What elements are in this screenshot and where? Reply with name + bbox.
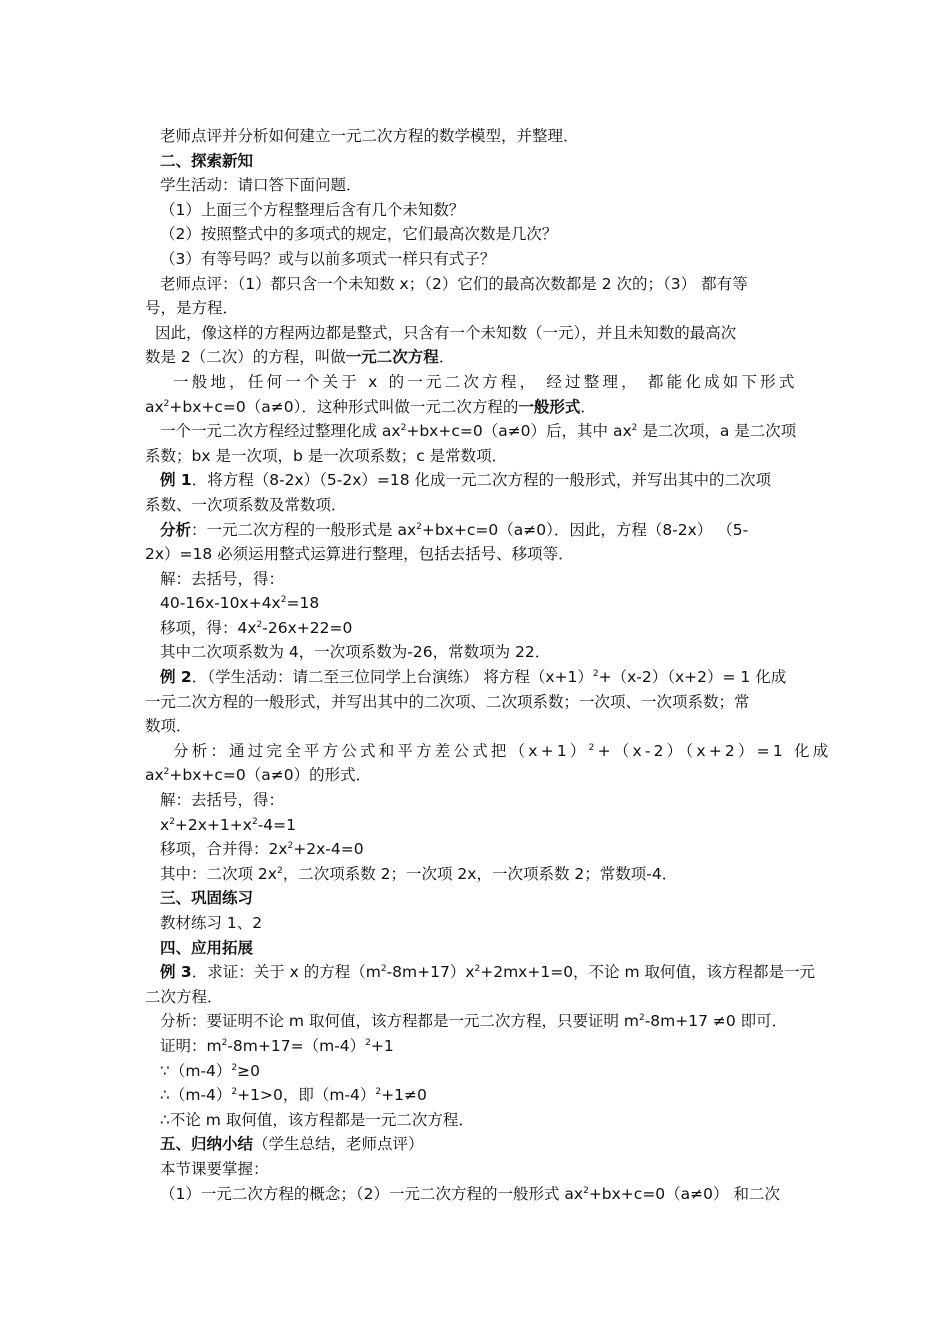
analysis-1-cont: 2x）=18 必须运用整式运算进行整理，包括去括号、移项等． bbox=[145, 545, 574, 564]
text: 证明：m bbox=[160, 1036, 222, 1055]
question-2: （2）按照整式中的多项式的规定，它们最高次数是几次？ bbox=[160, 225, 558, 244]
general-form-text-cont bbox=[145, 395, 809, 420]
text: -8m+17 ≠0 即可． bbox=[644, 1012, 788, 1031]
term-quadratic-equation: 一元二次方程 bbox=[345, 348, 439, 367]
example-3 bbox=[145, 960, 816, 985]
analysis-3 bbox=[145, 1009, 809, 1034]
text: 分析：要证明不论 m 取何值，该方程都是一元二次方程，只要证明 m bbox=[160, 1012, 639, 1031]
example-3-cont: 二次方程． bbox=[145, 987, 223, 1006]
text: 是二次项，a 是二次项 bbox=[637, 422, 797, 441]
question-3: （3）有等号吗？或与以前多项式一样只有式子？ bbox=[160, 249, 496, 268]
text: ：一元二次方程的一般形式是 ax bbox=[191, 520, 417, 539]
text: =18 bbox=[286, 594, 320, 613]
superscript: 2 bbox=[169, 816, 175, 827]
text: +2x+1+x bbox=[174, 815, 252, 834]
superscript: 2 bbox=[231, 1062, 238, 1073]
analysis-label: 分析 bbox=[160, 520, 192, 539]
example-1 bbox=[145, 468, 809, 493]
proof-step bbox=[145, 1083, 809, 1108]
proof-step bbox=[145, 1034, 809, 1059]
text: 分析：通过完全平方公式和平方差公式把（x+1） bbox=[173, 741, 589, 760]
text: （1）一元二次方程的概念；（2）一元二次方程的一般形式 ax bbox=[160, 1184, 584, 1203]
superscript: 2 bbox=[256, 619, 263, 630]
solution-result: 其中二次项系数为 4，一次项系数为-26，常数项为 22． bbox=[160, 643, 551, 662]
superscript: 2 bbox=[380, 964, 387, 975]
text: +bx+c=0（a≠0）的形式． bbox=[169, 766, 372, 785]
lesson-content bbox=[145, 124, 832, 1206]
question-1: （1）上面三个方程整理后含有几个未知数？ bbox=[160, 200, 465, 219]
text: 一个一元二次方程经过整理化成 ax bbox=[160, 422, 401, 441]
example-label: 例 3 bbox=[160, 963, 192, 982]
solution-step bbox=[145, 813, 809, 838]
superscript: 2 bbox=[276, 865, 283, 876]
paragraph: 本节课要掌握： bbox=[160, 1159, 269, 1178]
section-heading: 二、探索新知 bbox=[160, 151, 254, 170]
superscript: 2 bbox=[280, 595, 287, 606]
text: +2x-4=0 bbox=[293, 840, 364, 859]
superscript: 2 bbox=[400, 423, 407, 434]
definition-text: 因此，像这样的方程两边都是整式，只含有一个未知数（一元），并且未知数的最高次 bbox=[155, 323, 737, 342]
paragraph: 教材练习 1、2 bbox=[160, 914, 263, 932]
text: 40-16x-10x+4x bbox=[160, 594, 281, 613]
analysis-1 bbox=[145, 518, 809, 543]
definition-text-cont bbox=[145, 345, 809, 370]
superscript: 2 bbox=[231, 1087, 238, 1098]
heading-note: （学生总结，老师点评） bbox=[253, 1135, 424, 1154]
text: 数是 2（二次）的方程，叫做 bbox=[145, 348, 346, 367]
example-2-cont: 数项． bbox=[145, 717, 192, 736]
text: ．将方程（8-2x）（5-2x）=18 化成一元二次方程的一般形式，并写出其中的二次项 bbox=[191, 471, 772, 490]
text: +2mx+1=0，不论 m 取何值，该方程都是一元 bbox=[480, 963, 816, 982]
text: ax bbox=[145, 397, 164, 416]
text: ． bbox=[438, 348, 455, 367]
term-general-form: 一般形式 bbox=[518, 397, 581, 416]
text: -8m+17=（m-4） bbox=[227, 1036, 366, 1055]
proof-conclusion: ∴不论 m 取何值，该方程都是一元二次方程． bbox=[160, 1110, 474, 1129]
solution-step bbox=[145, 616, 809, 641]
proof-step bbox=[145, 1059, 809, 1084]
text: ．（学生活动：请二至三位同学上台演练） 将方程（x+1） bbox=[191, 668, 593, 687]
superscript: 2 bbox=[588, 742, 598, 753]
text: -4=1 bbox=[257, 815, 296, 834]
superscript: 2 bbox=[287, 841, 294, 852]
solution-step bbox=[145, 591, 809, 616]
solution-step: 解：去括号，得： bbox=[160, 569, 285, 588]
text: +bx+c=0（a≠0）．因此，方程（8-2x） （5- bbox=[421, 520, 749, 539]
text: -8m+17）x bbox=[386, 963, 475, 982]
superscript: 2 bbox=[365, 1037, 371, 1048]
teacher-comment: 老师点评：（1）都只含一个未知数 x；（2）它们的最高次数都是 2 次的；（3） 都有等 bbox=[160, 274, 748, 293]
text: 移项，得：4x bbox=[160, 618, 257, 637]
solution-step bbox=[145, 837, 809, 862]
example-2-cont: 一元二次方程的一般形式，并写出其中的二次项、二次项系数；一次项、一次项系数；常 bbox=[145, 692, 750, 711]
section-heading: 三、巩固练习 bbox=[160, 889, 254, 908]
superscript: 2 bbox=[638, 1013, 645, 1024]
text: ． bbox=[580, 397, 596, 416]
text: ，二次项系数 2；一次项 2x，一次项系数 2；常数项-4． bbox=[282, 864, 678, 883]
terms-text bbox=[145, 419, 809, 444]
text: ax bbox=[145, 766, 164, 785]
text: +1>0，即（m-4） bbox=[237, 1086, 376, 1105]
example-label: 例 1 bbox=[160, 471, 192, 490]
superscript: 2 bbox=[583, 1185, 589, 1196]
text: +1 bbox=[370, 1036, 394, 1055]
summary-point bbox=[145, 1182, 809, 1207]
example-label: 例 2 bbox=[160, 668, 192, 687]
section-heading bbox=[145, 1132, 809, 1157]
superscript: 2 bbox=[163, 767, 170, 778]
example-2 bbox=[145, 665, 809, 690]
superscript: 2 bbox=[375, 1087, 382, 1098]
superscript: 2 bbox=[592, 669, 599, 680]
text: ≥0 bbox=[237, 1061, 261, 1080]
superscript: 2 bbox=[251, 816, 258, 827]
text: ∵（m-4） bbox=[160, 1061, 232, 1080]
example-1-cont: 系数、一次项系数及常数项． bbox=[145, 495, 347, 514]
paragraph: 学生活动：请口答下面问题． bbox=[160, 176, 362, 195]
solution-step: 解：去括号，得： bbox=[160, 791, 285, 810]
terms-text-cont: 系数；bx 是一次项，b 是一次项系数；c 是常数项． bbox=[145, 446, 508, 465]
heading-text: 五、归纳小结 bbox=[160, 1135, 254, 1154]
text: +（x-2）（x+2）= 1 化成 bbox=[598, 668, 787, 687]
analysis-2 bbox=[145, 739, 832, 764]
text: x bbox=[160, 815, 170, 834]
section-heading: 四、应用拓展 bbox=[160, 938, 254, 957]
superscript: 2 bbox=[631, 423, 638, 434]
text: ∴（m-4） bbox=[160, 1086, 232, 1105]
text: +（x-2）（x+2）=1 化成 bbox=[597, 741, 832, 760]
superscript: 2 bbox=[416, 521, 422, 532]
solution-result bbox=[145, 862, 809, 887]
text: 移项，合并得：2x bbox=[160, 840, 288, 859]
text: +bx+c=0（a≠0）．这种形式叫做一元二次方程的 bbox=[169, 397, 519, 416]
text: ．求证：关于 x 的方程（m bbox=[191, 963, 381, 982]
text: 其中：二次项 2x bbox=[160, 864, 277, 883]
text: +bx+c=0（a≠0）后，其中 ax bbox=[406, 422, 632, 441]
superscript: 2 bbox=[163, 398, 170, 409]
text: +1≠0 bbox=[381, 1086, 427, 1105]
paragraph: 老师点评并分析如何建立一元二次方程的数学模型，并整理． bbox=[160, 127, 579, 145]
general-form-text: 一般地，任何一个关于 x 的一元二次方程， 经过整理， 都能化成如下形式 bbox=[173, 372, 798, 391]
analysis-2-cont bbox=[145, 763, 809, 788]
teacher-comment-cont: 号，是方程． bbox=[145, 299, 239, 318]
superscript: 2 bbox=[474, 964, 481, 975]
text: +bx+c=0（a≠0） 和二次 bbox=[588, 1184, 780, 1203]
text: -26x+22=0 bbox=[262, 618, 353, 637]
superscript: 2 bbox=[221, 1037, 228, 1048]
